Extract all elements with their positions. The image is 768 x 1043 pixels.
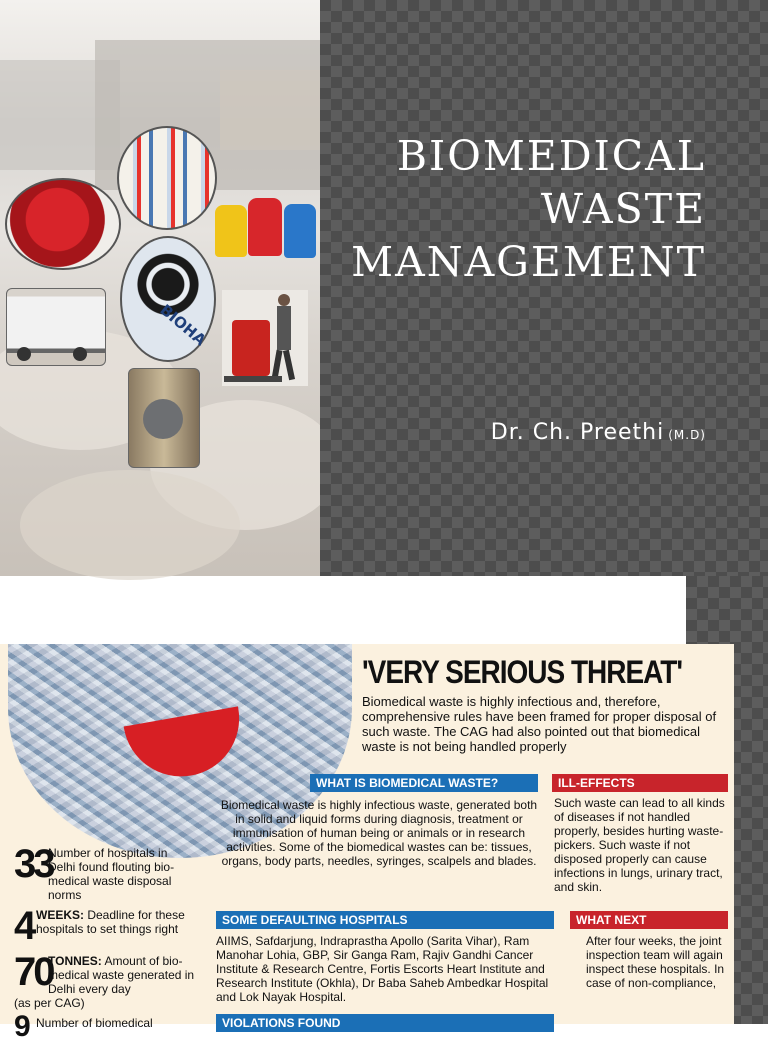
red-biohazard-bags-image — [5, 178, 121, 270]
what-is-heading: WHAT IS BIOMEDICAL WASTE? — [310, 774, 538, 792]
title-background — [320, 0, 768, 576]
title-line-2: WASTE — [540, 185, 706, 233]
waste-collage-panel — [0, 0, 320, 576]
stat-bold: TONNES: — [48, 954, 102, 968]
stat-desc: Amount of bio-medical waste generated in Delhi every day — [48, 954, 195, 996]
stat-bold: WEEKS: — [36, 908, 84, 922]
incinerator-image — [128, 368, 200, 468]
stat-number: 9 — [14, 1010, 28, 1043]
what-next-text: After four weeks, the joint inspection team will again inspect these hospitals. In case of non-compliance, — [586, 934, 725, 990]
sharps-containers-image — [117, 126, 217, 230]
stat-number: 4 — [14, 904, 34, 948]
violations-heading: VIOLATIONS FOUND — [216, 1014, 554, 1032]
author-line — [491, 420, 706, 445]
stat-number: 33 — [14, 842, 53, 886]
biohazard-symbol-image — [120, 236, 216, 362]
ill-effects-heading: ILL-EFFECTS — [552, 774, 728, 792]
stat-biomedical — [14, 1010, 214, 1043]
waste-van-image — [6, 288, 106, 366]
blue-bin-image — [284, 204, 316, 258]
stat-weeks — [14, 906, 214, 950]
stat-desc: Deadline for these hospitals to set things right — [36, 908, 185, 936]
biohazard-label: BIOHA — [156, 300, 210, 350]
defaulting-text: AIIMS, Safdarjung, Indraprastha Apollo (Sarita Vihar), Ram Manohar Lohia, GBP, Sir Ganga Ram, Rajiv Gandhi Cancer Institute & Research Centre, Fortis Escorts Heart Institute and Research Institute (Okhla), Dr Baba Saheb Ambedkar Hospital and Lok Nayak Hospital. — [216, 934, 549, 1004]
ill-effects-text: Such waste can lead to all kinds of diseases if not handled properly, besides hurting waste-pickers. Such waste if not disposed properly can cause infections in lungs, urinary tract, and skin. — [554, 796, 725, 894]
what-next-heading: WHAT NEXT — [570, 911, 728, 929]
defaulting-heading: SOME DEFAULTING HOSPITALS — [216, 911, 554, 929]
red-bin-image — [248, 198, 282, 256]
newspaper-clipping — [0, 644, 734, 1043]
red-syringe-cap — [124, 706, 249, 785]
author-suffix: (M.D) — [668, 428, 706, 442]
stat-text — [48, 954, 202, 996]
stat-tonnes — [14, 952, 214, 1012]
slide-title — [351, 130, 706, 289]
stat-extra: (as per CAG) — [14, 996, 85, 1010]
clipping-headline: 'VERY SERIOUS THREAT' — [362, 654, 683, 690]
title-line-1: BIOMEDICAL — [396, 132, 706, 180]
stat-number: 70 — [14, 950, 53, 994]
what-is-text: Biomedical waste is highly infectious waste, generated both in solid and liquid forms during diagnosis, treatment or immunisation of human being or animals or in research activities. Some of the biomedical wastes can be: tissues, organs, body parts, needles, syringes, scalpels and blades. — [220, 798, 538, 868]
stat-text: Number of biomedical — [36, 1016, 153, 1030]
stat-hospitals — [14, 844, 214, 900]
yellow-bin-image — [215, 205, 247, 257]
clipping-lede: Biomedical waste is highly infectious and, therefore, comprehensive rules have been framed for proper disposal of such waste. The CAG had also pointed out that biomedical waste is not being handled properly — [362, 694, 717, 754]
stat-text — [36, 908, 206, 936]
author-name: Dr. Ch. Preethi — [490, 420, 665, 445]
stat-text: Number of hospitals in Delhi found flouting bio-medical waste disposal norms — [48, 846, 175, 902]
waste-trolley-worker-image — [222, 290, 308, 386]
title-line-3: MANAGEMENT — [351, 238, 706, 286]
